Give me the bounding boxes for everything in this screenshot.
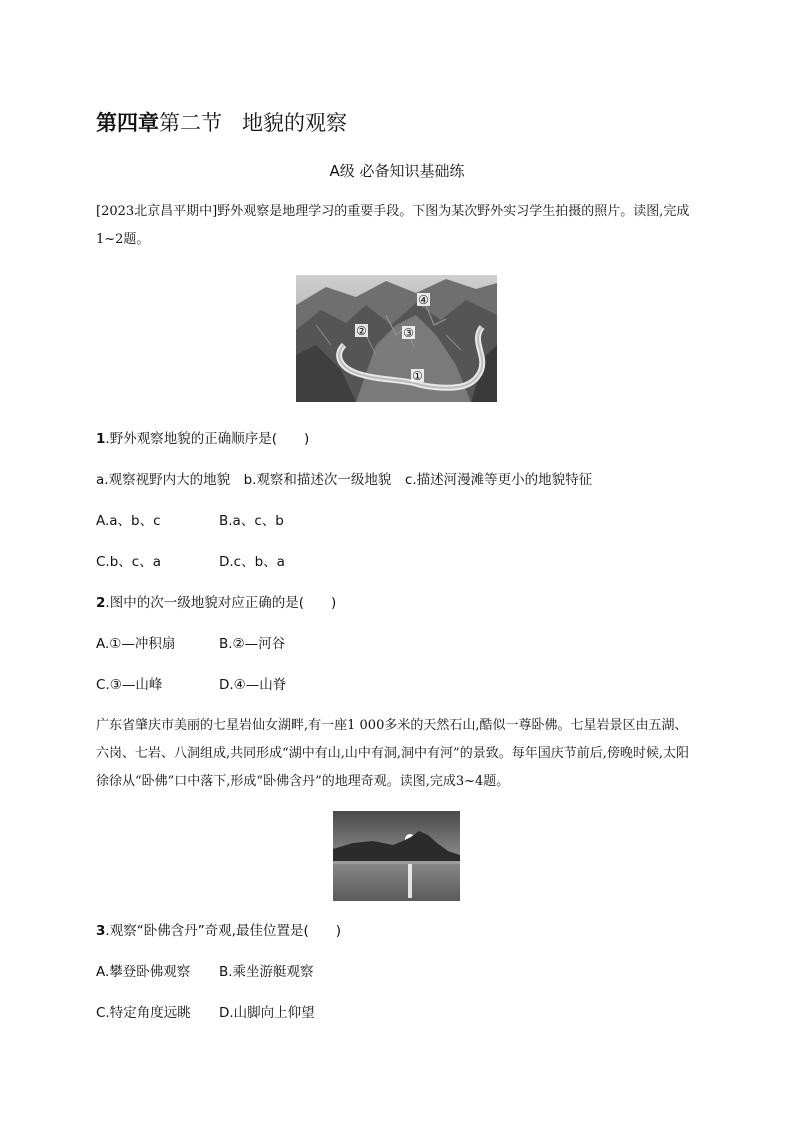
q3-option-b[interactable]: B.乘坐游艇观察 <box>219 964 314 980</box>
marker-2: ② <box>356 324 367 338</box>
question-3-stem: .观察“卧佛含丹”奇观,最佳位置是( ) <box>105 923 342 939</box>
q2-option-c[interactable]: C.③—山峰 <box>96 677 163 693</box>
q1-option-d[interactable]: D.c、b、a <box>219 554 285 570</box>
q1-option-c[interactable]: C.b、c、a <box>96 554 161 570</box>
q2-option-b[interactable]: B.②—河谷 <box>219 636 286 652</box>
q2-option-a[interactable]: A.①—冲积扇 <box>96 636 176 652</box>
q1-option-a[interactable]: A.a、b、c <box>96 513 161 529</box>
question-3-number: 3 <box>96 923 106 939</box>
river-valley-photo <box>296 275 497 402</box>
q3-option-c[interactable]: C.特定角度远眺 <box>96 1005 191 1021</box>
topic-label: 地貌的观察 <box>242 111 347 135</box>
intro-paragraph-1: [2023北京昌平期中]野外观察是地理学习的重要手段。下图为某次野外实习学生拍摄的照片。读图,完成1~2题。 <box>96 204 690 247</box>
chapter-label: 第四章 <box>96 111 159 135</box>
marker-4: ④ <box>418 293 429 307</box>
q3-option-a[interactable]: A.攀登卧佛观察 <box>96 964 191 980</box>
page-title <box>96 108 347 138</box>
q1-option-b[interactable]: B.a、c、b <box>219 513 284 529</box>
question-1 <box>96 429 309 449</box>
question-3 <box>96 921 341 941</box>
section-label: 第二节 <box>159 111 222 135</box>
q2-option-d[interactable]: D.④—山脊 <box>219 677 287 693</box>
question-2 <box>96 593 336 613</box>
q3-option-d[interactable]: D.山脚向上仰望 <box>219 1005 315 1021</box>
question-1-steps: a.观察视野内大的地貌 b.观察和描述次一级地貌 c.描述河漫滩等更小的地貌特征 <box>96 472 593 488</box>
marker-1: ① <box>412 369 423 383</box>
question-1-number: 1 <box>96 431 106 447</box>
question-2-number: 2 <box>96 595 106 611</box>
sunset-lake-photo <box>333 811 460 901</box>
marker-3: ③ <box>403 326 414 340</box>
question-1-stem: .野外观察地貌的正确顺序是( ) <box>105 431 310 447</box>
level-heading: A级 必备知识基础练 <box>329 162 465 180</box>
intro-paragraph-2: 广东省肇庆市美丽的七星岩仙女湖畔,有一座1 000多米的天然石山,酷似一尊卧佛。七星岩景区由五湖、六岗、七岩、八洞组成,共同形成“湖中有山,山中有洞,洞中有河”的景致。每年国庆节前后,傍晚时候,太阳徐徐从“卧佛”口中落下,形成“卧佛含丹”的地理奇观。读图,完成3~4题。 <box>96 718 689 789</box>
question-2-stem: .图中的次一级地貌对应正确的是( ) <box>105 595 337 611</box>
